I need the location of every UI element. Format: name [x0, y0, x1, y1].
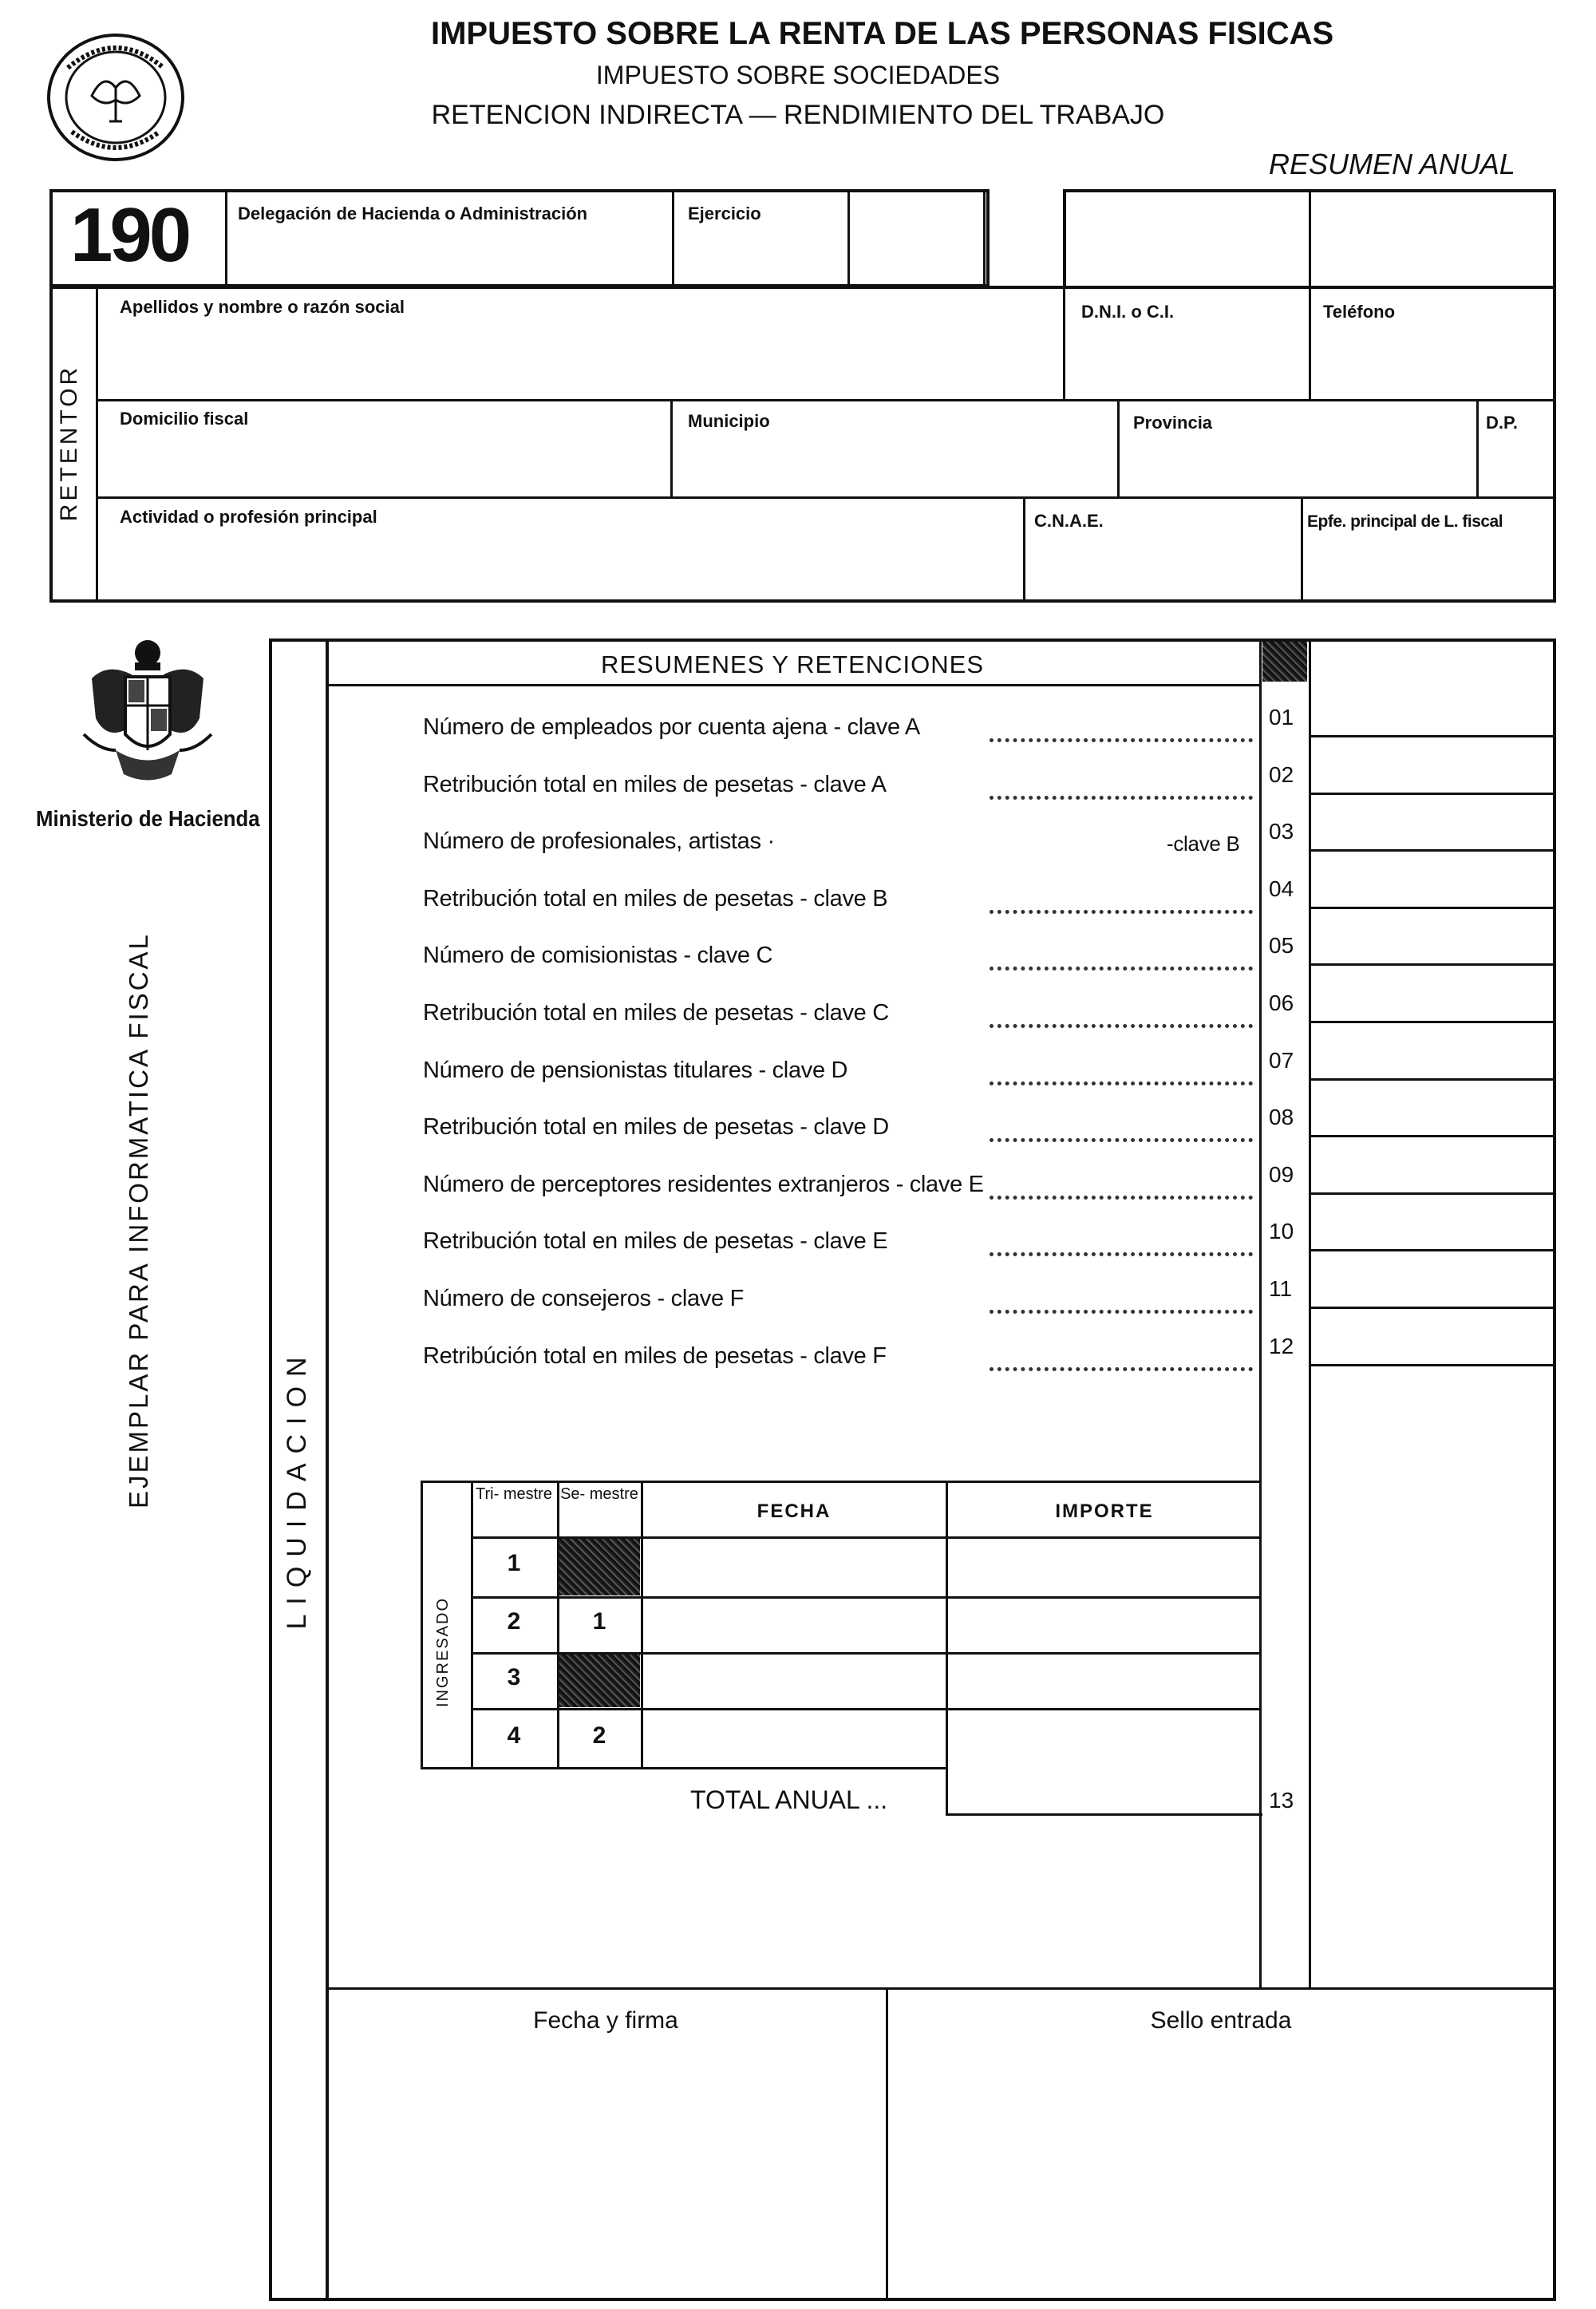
ejemplar-side-label: EJEMPLAR PARA INFORMATICA FISCAL	[124, 932, 153, 1508]
value-field-02[interactable]	[1312, 740, 1553, 791]
row-leader-dots	[990, 910, 1253, 914]
model-number: 190	[70, 192, 189, 278]
resumen-anual-label: RESUMEN ANUAL	[1269, 148, 1515, 180]
semestre-shade-1	[559, 1539, 640, 1595]
fecha-field-2[interactable]	[643, 1599, 943, 1651]
code-07: 07	[1269, 1048, 1294, 1073]
col-importe: IMPORTE	[1055, 1500, 1154, 1522]
official-seal	[44, 32, 188, 164]
row-leader-dots	[990, 1367, 1253, 1371]
row-leader-dots	[990, 1252, 1253, 1256]
code-06: 06	[1269, 990, 1294, 1015]
row-label-03: Número de profesionales, artistas ·	[423, 828, 775, 854]
dp-field[interactable]	[1479, 435, 1553, 494]
value-field-05[interactable]	[1312, 911, 1553, 962]
row-label-05: Número de comisionistas - clave C	[423, 943, 773, 968]
title-retencion: RETENCION INDIRECTA — RENDIMIENTO DEL TRABAJO	[431, 100, 1165, 130]
row-label-08: Retribución total en miles de pesetas - clave D	[423, 1114, 889, 1140]
fecha-field-3[interactable]	[643, 1655, 943, 1706]
row-leader-dots	[990, 1024, 1253, 1028]
row-suffix-03: -clave B	[1167, 832, 1240, 856]
col-trimestre: Tri- mestre	[476, 1485, 552, 1503]
epigrafe-field[interactable]	[1304, 531, 1553, 599]
municipio-label: Municipio	[688, 411, 770, 431]
domicilio-label: Domicilio fiscal	[120, 409, 249, 429]
trimestre-1: 1	[507, 1550, 521, 1576]
cnae-field[interactable]	[1026, 531, 1298, 599]
sello-entrada-label: Sello entrada	[1150, 2007, 1292, 2034]
apellidos-field[interactable]	[99, 327, 1060, 396]
row-value-line	[1309, 1021, 1556, 1023]
provincia-label: Provincia	[1133, 413, 1213, 433]
value-field-07[interactable]	[1312, 1026, 1553, 1077]
telefono-label: Teléfono	[1323, 302, 1396, 322]
row-leader-dots	[990, 796, 1253, 800]
code-04: 04	[1269, 876, 1294, 901]
resumenes-title: RESUMENES Y RETENCIONES	[600, 650, 985, 678]
total-anual-label: TOTAL ANUAL ...	[690, 1785, 888, 1814]
trimestre-2: 2	[507, 1608, 521, 1635]
delegacion-field[interactable]	[227, 227, 670, 283]
col-semestre: Se- mestre	[560, 1485, 638, 1503]
code-08: 08	[1269, 1105, 1294, 1129]
total-anual-value-field[interactable]	[1312, 1770, 1553, 1813]
code-10: 10	[1269, 1219, 1294, 1243]
row-value-line	[1309, 1364, 1556, 1366]
importe-field-2[interactable]	[948, 1599, 1258, 1651]
row-label-02: Retribución total en miles de pesetas - clave A	[423, 772, 887, 797]
dp-label: D.P.	[1486, 413, 1518, 433]
row-label-04: Retribución total en miles de pesetas - clave B	[423, 886, 888, 911]
value-field-04[interactable]	[1312, 854, 1553, 905]
code-01: 01	[1269, 705, 1294, 729]
row-leader-dots	[990, 1081, 1253, 1085]
semestre-1: 1	[592, 1608, 606, 1635]
row-value-line	[1309, 963, 1556, 966]
code-09: 09	[1269, 1162, 1294, 1187]
value-field-12[interactable]	[1312, 1311, 1553, 1362]
dni-field[interactable]	[1066, 327, 1306, 396]
row-value-line	[1309, 849, 1556, 852]
row-label-09: Número de perceptores residentes extranjeros - clave E	[423, 1172, 984, 1197]
delegacion-label: Delegación de Hacienda o Administración	[238, 204, 588, 223]
row-label-10: Retribución total en miles de pesetas - clave E	[423, 1228, 888, 1254]
value-field-10[interactable]	[1312, 1196, 1553, 1247]
code-03: 03	[1269, 819, 1294, 844]
row-value-line	[1309, 735, 1556, 737]
domicilio-field[interactable]	[99, 435, 667, 494]
code-header-shade	[1262, 642, 1307, 682]
fecha-field-4[interactable]	[643, 1710, 943, 1765]
code-05: 05	[1269, 933, 1294, 958]
coat-of-arms-icon	[76, 631, 219, 790]
row-label-11: Número de consejeros - clave F	[423, 1286, 744, 1311]
ejercicio-field[interactable]	[849, 192, 982, 286]
apellidos-label: Apellidos y nombre o razón social	[120, 297, 405, 317]
row-value-line	[1309, 1249, 1556, 1251]
code-13: 13	[1269, 1788, 1294, 1813]
row-value-line	[1309, 1135, 1556, 1137]
row-leader-dots	[990, 967, 1253, 971]
ministry-name: Ministerio de Hacienda	[36, 806, 260, 831]
telefono-field[interactable]	[1312, 327, 1551, 396]
fecha-field-1[interactable]	[643, 1539, 943, 1595]
row-leader-dots	[990, 738, 1253, 742]
actividad-label: Actividad o profesión principal	[120, 507, 377, 527]
row-leader-dots	[990, 1310, 1253, 1314]
retentor-side-label: RETENTOR	[56, 364, 82, 522]
value-field-03[interactable]	[1312, 797, 1553, 848]
ingresado-label: INGRESADO	[434, 1596, 452, 1708]
ejercicio-label: Ejercicio	[688, 204, 761, 223]
fecha-firma-label: Fecha y firma	[533, 2007, 678, 2034]
row-value-line	[1309, 793, 1556, 795]
provincia-field[interactable]	[1120, 435, 1473, 494]
row-label-12: Retribúción total en miles de pesetas - clave F	[423, 1343, 887, 1369]
actividad-field[interactable]	[99, 531, 1020, 599]
semestre-2: 2	[592, 1722, 606, 1749]
row-label-06: Retribución total en miles de pesetas - clave C	[423, 1000, 889, 1026]
liquidacion-side-label: LIQUIDACION	[282, 1347, 312, 1630]
code-12: 12	[1269, 1334, 1294, 1358]
row-leader-dots	[990, 1138, 1253, 1142]
importe-field-1[interactable]	[948, 1539, 1258, 1595]
row-label-07: Número de pensionistas titulares - clave D	[423, 1058, 848, 1083]
title-irpf: IMPUESTO SOBRE LA RENTA DE LAS PERSONAS FISICAS	[431, 16, 1334, 51]
row-value-line	[1309, 907, 1556, 909]
cnae-label: C.N.A.E.	[1034, 511, 1104, 531]
code-02: 02	[1269, 762, 1294, 787]
row-value-line	[1309, 1078, 1556, 1081]
row-value-line	[1309, 1192, 1556, 1195]
municipio-field[interactable]	[674, 435, 1114, 494]
value-field-08[interactable]	[1312, 1082, 1553, 1133]
epigrafe-label: Epfe. principal de L. fiscal	[1307, 512, 1503, 531]
row-leader-dots	[990, 1196, 1253, 1200]
value-field-11[interactable]	[1312, 1254, 1553, 1305]
sello-entrada-field[interactable]	[889, 2043, 1553, 2297]
value-field-01[interactable]	[1312, 682, 1553, 733]
trimestre-3: 3	[507, 1664, 521, 1690]
total-anual-field[interactable]	[948, 1770, 1258, 1812]
value-field-09[interactable]	[1312, 1140, 1553, 1191]
importe-field-4[interactable]	[948, 1710, 1258, 1765]
semestre-shade-2	[559, 1655, 640, 1707]
dni-label: D.N.I. o C.I.	[1081, 302, 1175, 322]
code-11: 11	[1269, 1276, 1293, 1301]
row-label-01: Número de empleados por cuenta ajena - clave A	[423, 714, 920, 740]
title-sociedades: IMPUESTO SOBRE SOCIEDADES	[595, 61, 1001, 89]
row-value-line	[1309, 1307, 1556, 1309]
fecha-firma-field[interactable]	[329, 2043, 883, 2297]
value-field-06[interactable]	[1312, 968, 1553, 1019]
trimestre-4: 4	[507, 1722, 521, 1749]
col-fecha: FECHA	[757, 1500, 832, 1522]
importe-field-3[interactable]	[948, 1655, 1258, 1706]
